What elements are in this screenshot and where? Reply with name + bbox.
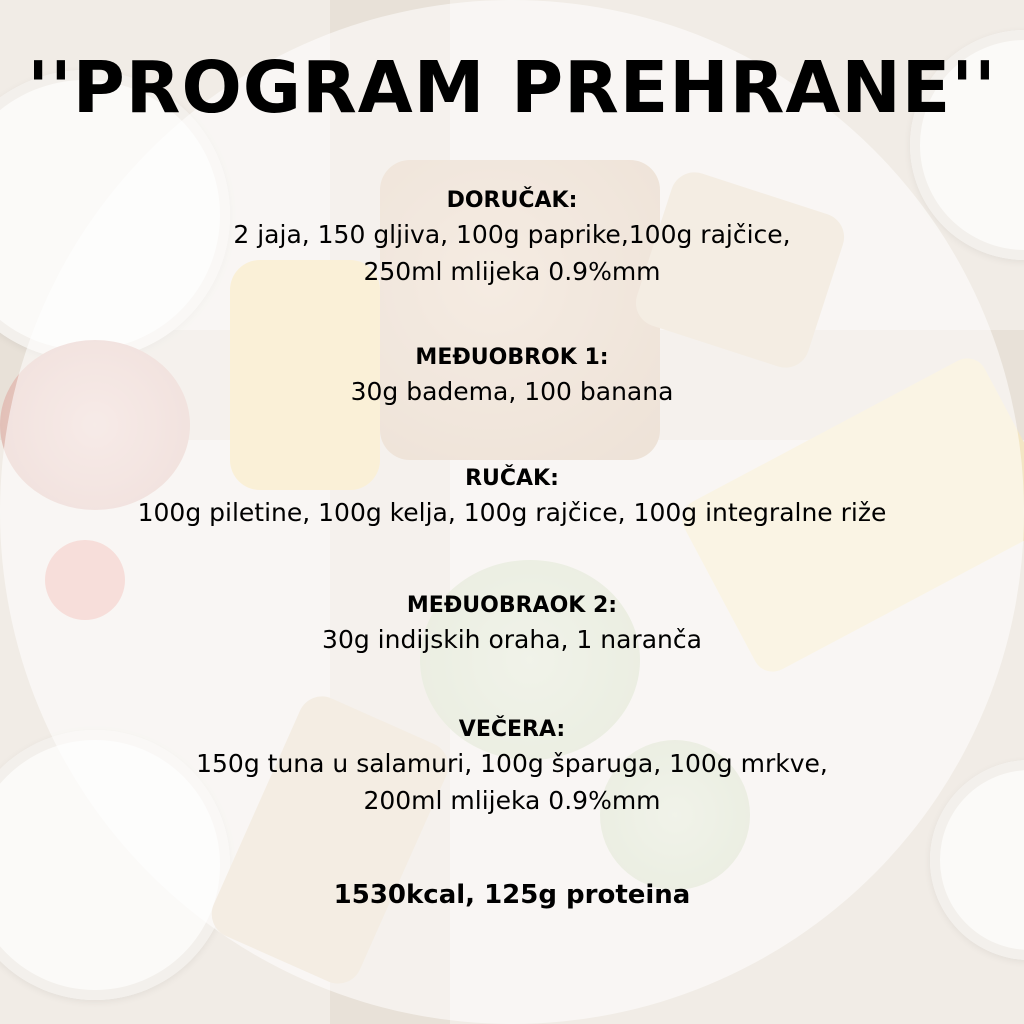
meal-title: DORUČAK:: [446, 188, 578, 213]
meal-line: 30g badema, 100 banana: [350, 377, 674, 406]
meal-line: 2 jaja, 150 gljiva, 100g paprike,100g rajčice,: [233, 220, 791, 249]
meal-section-dinner: [0, 715, 1024, 819]
meal-section-snack-2: [0, 591, 1024, 658]
meal-title: RUČAK:: [465, 466, 559, 491]
meal-title: MEĐUOBROK 1:: [415, 345, 609, 370]
meal-line: 200ml mlijeka 0.9%mm: [363, 786, 661, 815]
daily-total: 1530kcal, 125g proteina: [333, 880, 691, 910]
meal-section-breakfast: [0, 186, 1024, 290]
meal-section-snack-1: [0, 343, 1024, 410]
meal-line: 250ml mlijeka 0.9%mm: [363, 257, 661, 286]
meal-title: VEČERA:: [458, 717, 566, 742]
meal-title: MEĐUOBRAOK 2:: [406, 593, 618, 618]
meal-line: 150g tuna u salamuri, 100g šparuga, 100g mrkve,: [196, 749, 828, 778]
page-title: ''PROGRAM PREHRANE'': [27, 46, 997, 129]
meal-section-lunch: [0, 464, 1024, 531]
meal-line: 100g piletine, 100g kelja, 100g rajčice, 100g integralne riže: [137, 498, 887, 527]
meal-line: 30g indijskih oraha, 1 naranča: [322, 625, 702, 654]
